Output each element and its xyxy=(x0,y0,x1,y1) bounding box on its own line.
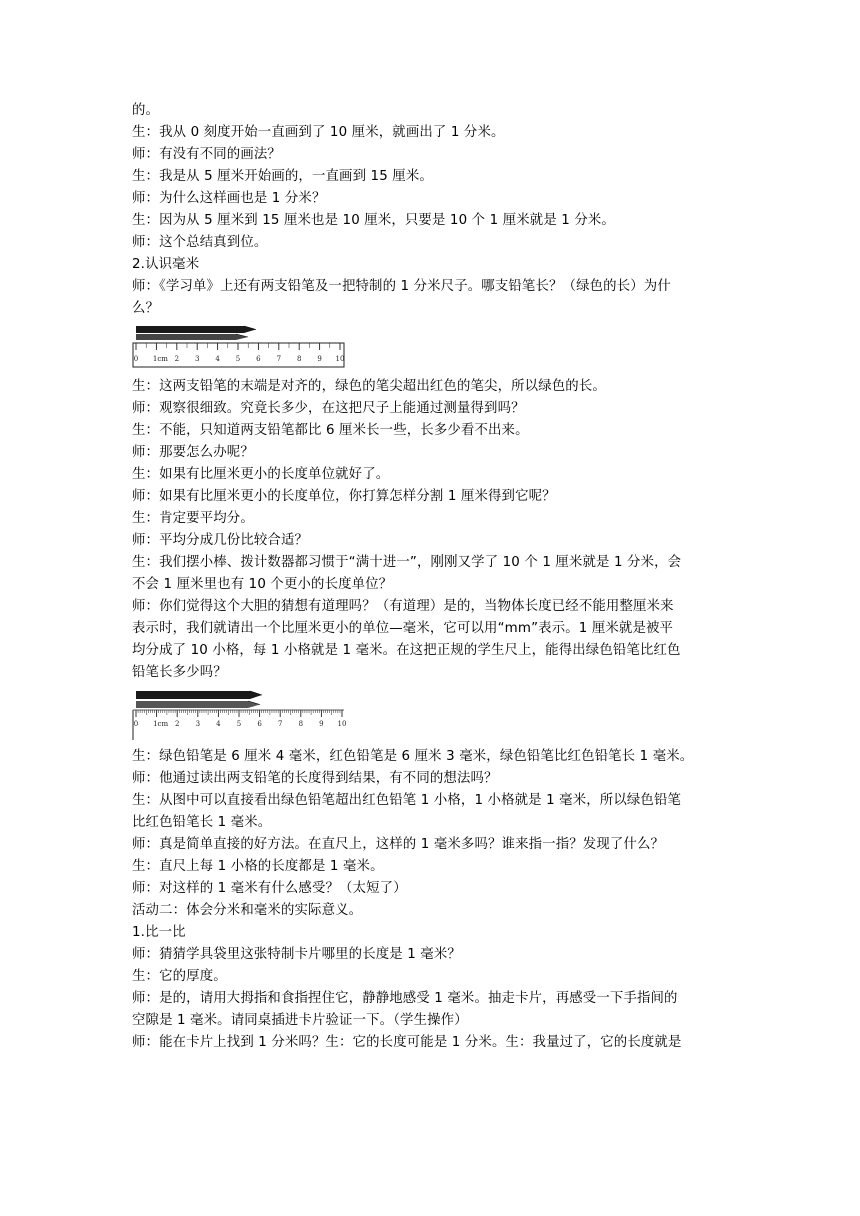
text-line: 师：你们觉得这个大胆的猜想有道理吗？（有道理）是的，当物体长度已经不能用整厘米来 xyxy=(132,599,674,614)
text-line: 生：肯定要平均分。 xyxy=(132,511,254,526)
ruler-tick-label: 6 xyxy=(256,355,261,363)
text-line: 师：猜猜学具袋里这张特制卡片哪里的长度是 1 毫米？ xyxy=(132,947,461,962)
ruler-tick-label: 2 xyxy=(174,720,180,728)
red-pencil xyxy=(136,701,260,708)
text-line: 生：它的厚度。 xyxy=(132,969,227,984)
text-line: 师：他通过读出两支铅笔的长度得到结果，有不同的想法吗？ xyxy=(132,771,498,786)
ruler-tick-label: 0 xyxy=(133,720,139,728)
ruler-tick-label: 3 xyxy=(195,720,201,728)
ruler-tick-label: 5 xyxy=(235,355,241,363)
ruler-tick-label: 1cm xyxy=(153,720,169,728)
section-heading: 1.比一比 xyxy=(132,925,186,940)
ruler-illustration-2 xyxy=(132,688,347,742)
green-pencil xyxy=(136,691,262,699)
text-line: 师：对这样的 1 毫米有什么感受？（太短了） xyxy=(132,881,407,896)
ruler-tick-label: 8 xyxy=(296,355,302,363)
text-block-bottom xyxy=(132,746,742,1054)
ruler-tick-label: 10 xyxy=(337,720,347,728)
text-line: 生：直尺上每 1 小格的长度都是 1 毫米。 xyxy=(132,859,384,874)
text-line: 师：能在卡片上找到 1 分米吗？生：它的长度可能是 1 分米。生：我量过了，它的长度就是 xyxy=(132,1035,682,1050)
text-line: 师：这个总结真到位。 xyxy=(132,235,268,250)
text-line: 生：这两支铅笔的末端是对齐的，绿色的笔尖超出红色的笔尖，所以绿色的长。 xyxy=(132,379,606,394)
ruler-tick-label: 4 xyxy=(216,720,221,728)
ruler-tick-label: 7 xyxy=(277,720,283,728)
ruler-tick-label: 9 xyxy=(317,355,322,363)
text-block-middle xyxy=(132,376,742,684)
text-line: 生：我从 0 刻度开始一直画到了 10 厘米，就画出了 1 分米。 xyxy=(132,125,505,140)
ruler-tick-label: 8 xyxy=(298,720,304,728)
text-line: 生：不能，只知道两支铅笔都比 6 厘米长一些，长多少看不出来。 xyxy=(132,423,529,438)
text-line: 活动二：体会分米和毫米的实际意义。 xyxy=(132,903,363,918)
ruler-tick-label: 5 xyxy=(236,720,242,728)
text-line: 生：我们摆小棒、拨计数器都习惯于“满十进一”，刚刚又学了 10 个 1 厘米就是 1 分米，会 xyxy=(132,555,682,570)
text-line: 的。 xyxy=(132,103,160,118)
text-line: 空隙是 1 毫米。请同桌插进卡片验证一下。（学生操作） xyxy=(132,1013,468,1028)
pencil-ruler-figure-1 xyxy=(132,324,742,372)
pencil-ruler-figure-2 xyxy=(132,688,742,742)
text-line: 么？ xyxy=(132,301,160,316)
ruler-tick-label: 4 xyxy=(215,355,220,363)
section-heading: 2.认识毫米 xyxy=(132,257,200,272)
text-line: 铅笔长多少吗？ xyxy=(132,665,227,680)
text-line: 师：为什么这样画也是 1 分米？ xyxy=(132,191,326,206)
text-line: 均分成了 10 小格，每 1 小格就是 1 毫米。在这把正规的学生尺上，能得出绿色铅笔比红色 xyxy=(132,643,681,658)
text-line: 师：真是简单直接的好方法。在直尺上，这样的 1 毫米多吗？谁来指一指？发现了什么？ xyxy=(132,837,665,852)
ruler-tick-label: 0 xyxy=(133,355,139,363)
text-line: 生：我是从 5 厘米开始画的，一直画到 15 厘米。 xyxy=(132,169,433,184)
text-line: 师：如果有比厘米更小的长度单位，你打算怎样分割 1 厘米得到它呢？ xyxy=(132,489,556,504)
text-line: 师：是的，请用大拇指和食指捏住它，静静地感受 1 毫米。抽走卡片，再感受一下手指间的 xyxy=(132,991,678,1006)
ruler-tick-label: 2 xyxy=(174,355,180,363)
text-line: 生：从图中可以直接看出绿色铅笔超出红色铅笔 1 小格，1 小格就是 1 毫米，所以绿色铅笔 xyxy=(132,793,682,808)
ruler-illustration-1 xyxy=(132,324,347,372)
text-line: 师：平均分成几份比较合适？ xyxy=(132,533,309,548)
ruler-tick-label: 6 xyxy=(257,720,262,728)
text-line: 生：绿色铅笔是 6 厘米 4 毫米，红色铅笔是 6 厘米 3 毫米，绿色铅笔比红色铅笔长 1 毫米。 xyxy=(132,749,694,764)
text-line: 师：有没有不同的画法？ xyxy=(132,147,281,162)
text-block-top xyxy=(132,100,742,320)
ruler-tick-label: 3 xyxy=(194,355,200,363)
text-line: 不会 1 厘米里也有 10 个更小的长度单位？ xyxy=(132,577,393,592)
text-line: 比红色铅笔长 1 毫米。 xyxy=(132,815,272,830)
green-pencil xyxy=(136,326,256,333)
document-page xyxy=(132,100,742,1054)
ruler-tick-label: 1cm xyxy=(152,355,168,363)
red-pencil xyxy=(136,334,248,340)
ruler-tick-label: 7 xyxy=(276,355,282,363)
text-line: 表示时，我们就请出一个比厘米更小的单位—毫米，它可以用“mm”表示。1 厘米就是被平 xyxy=(132,621,674,636)
ruler-tick-label: 9 xyxy=(319,720,324,728)
text-line: 师：《学习单》上还有两支铅笔及一把特制的 1 分米尺子。哪支铅笔长？（绿色的长）为什 xyxy=(132,279,671,294)
text-line: 生：因为从 5 厘米到 15 厘米也是 10 厘米，只要是 10 个 1 厘米就是 1 分米。 xyxy=(132,213,615,228)
text-line: 师：那要怎么办呢？ xyxy=(132,445,254,460)
text-line: 师：观察很细致。究竟长多少，在这把尺子上能通过测量得到吗？ xyxy=(132,401,525,416)
text-line: 生：如果有比厘米更小的长度单位就好了。 xyxy=(132,467,390,482)
ruler-tick-label: 10 xyxy=(335,355,345,363)
